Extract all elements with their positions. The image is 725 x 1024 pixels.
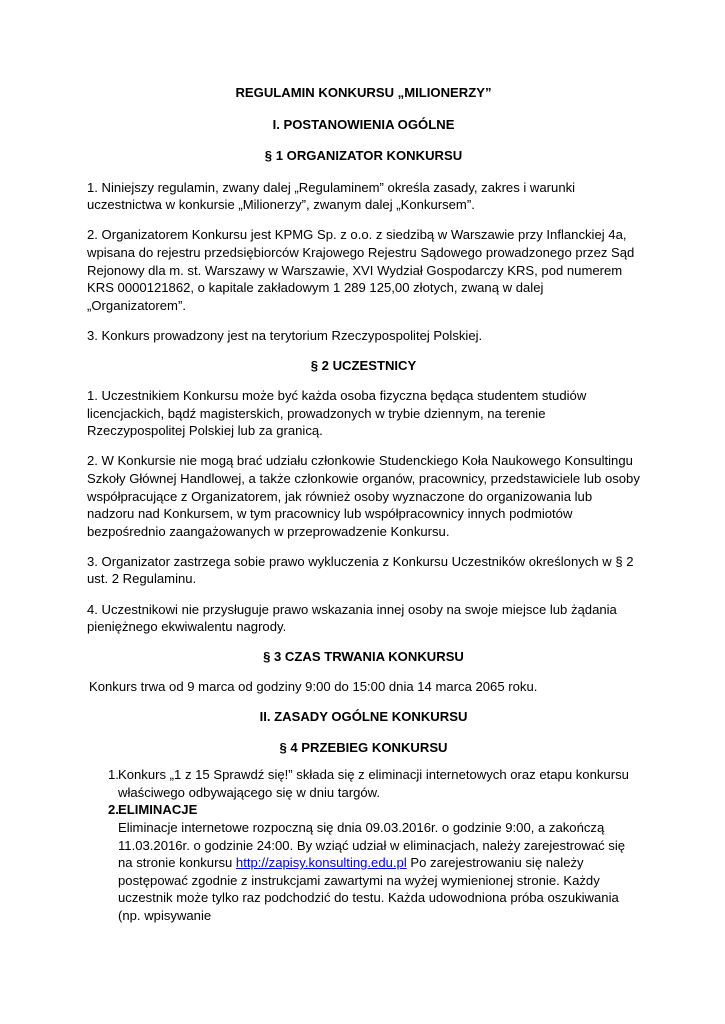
list-item-text: Konkurs „1 z 15 Sprawdź się!” składa się z eliminacji internetowych oraz etapu konkursu właściwego odbywającego się w dniu targów.	[118, 767, 629, 800]
duration-text: Konkurs trwa od 9 marca od godziny 9:00 do 15:00 dnia 14 marca 2065 roku.	[89, 679, 538, 695]
paragraph-heading-organizer: § 1 ORGANIZATOR KONKURSU	[264, 148, 463, 164]
registration-link[interactable]: http://zapisy.konsulting.edu.pl	[235, 855, 407, 871]
paragraph-heading-participants: § 2 UCZESTNICY	[310, 358, 417, 374]
participants-point-1: 1. Uczestnikiem Konkursu może być każda osoba fizyczna będąca studentem studiów licencjackich, bądź magisterskich, prowadzonych w trybie dziennym, na terenie Rzeczypospolitej Polskiej lub za granicą.	[87, 388, 587, 439]
participants-point-3: 3. Organizator zastrzega sobie prawo wykluczenia z Konkursu Uczestników określonych w § 2 ust. 2 Regulaminu.	[87, 553, 634, 587]
list-item	[87, 766, 640, 801]
section-heading-general: I. POSTANOWIENIA OGÓLNE	[272, 116, 455, 132]
participants-point-4: 4. Uczestnikowi nie przysługuje prawo wskazania innej osoby na swoje miejsce lub żądania pieniężnego ekwiwalentu nagrody.	[87, 601, 617, 635]
organizer-point-1: 1. Niniejszy regulamin, zwany dalej „Regulaminem” określa zasady, zakres i warunki uczestnictwa w konkursie „Milionerzy”, zwanym dalej „Konkursem”.	[87, 179, 576, 213]
document-body	[87, 84, 640, 924]
eliminations-title: ELIMINACJE	[118, 802, 198, 818]
section-heading-rules: II. ZASADY OGÓLNE KONKURSU	[259, 709, 468, 725]
paragraph-heading-duration: § 3 CZAS TRWANIA KONKURSU	[263, 649, 464, 665]
paragraph-heading-course: § 4 PRZEBIEG KONKURSU	[279, 739, 448, 755]
course-list	[87, 766, 640, 924]
list-item-number: 2.	[108, 802, 119, 818]
eliminations-text-start: Eliminacje internetowe rozpoczną się dnia 09.03.2016r. o godzinie 9:00, a zakończą 11.03.2016r. o godzinie 24:00. By wziąć udział w eliminacjach, należy zarejestrować się na stronie konkursu	[118, 819, 626, 871]
participants-point-2: 2. W Konkursie nie mogą brać udziału członkowie Studenckiego Koła Naukowego Konsultingu Szkoły Głównej Handlowej, a także członkowie organów, pracownicy, przedstawiciele lub osoby współpracujące z Organizatorem, jak również osoby wyznaczone do organizowania lub nadzoru nad Konkursem, w tym pracownicy lub współpracownicy innych podmiotów bezpośrednio zaangażowanych w przeprowadzenie Konkursu.	[87, 453, 640, 539]
list-item-number: 1.	[108, 767, 119, 783]
organizer-point-3: 3. Konkurs prowadzony jest na terytorium Rzeczypospolitej Polskiej.	[87, 327, 483, 343]
organizer-point-2: 2. Organizatorem Konkursu jest KPMG Sp. z o.o. z siedzibą w Warszawie przy Inflanckiej 4a, wpisana do rejestru przedsiębiorców Krajowego Rejestru Sądowego prowadzonego przez Sąd Rejonowy dla m. st. Warszawy w Warszawie, XVI Wydział Gospodarczy KRS, pod numerem KRS 0000121862, o kapitale zakładowym 1 289 125,00 złotych, zwaną w dalej „Organizatorem”.	[87, 227, 635, 313]
eliminations-text-end: Po zarejestrowaniu się należy postępować zgodnie z instrukcjami zawartymi na wyżej wymienionej stronie. Każdy uczestnik może tylko raz podchodzić do testu. Każda udowodniona próba oszukiwania (np. wpisywanie	[118, 855, 619, 923]
document-title: REGULAMIN KONKURSU „MILIONERZY”	[235, 85, 492, 100]
list-item	[87, 801, 640, 924]
